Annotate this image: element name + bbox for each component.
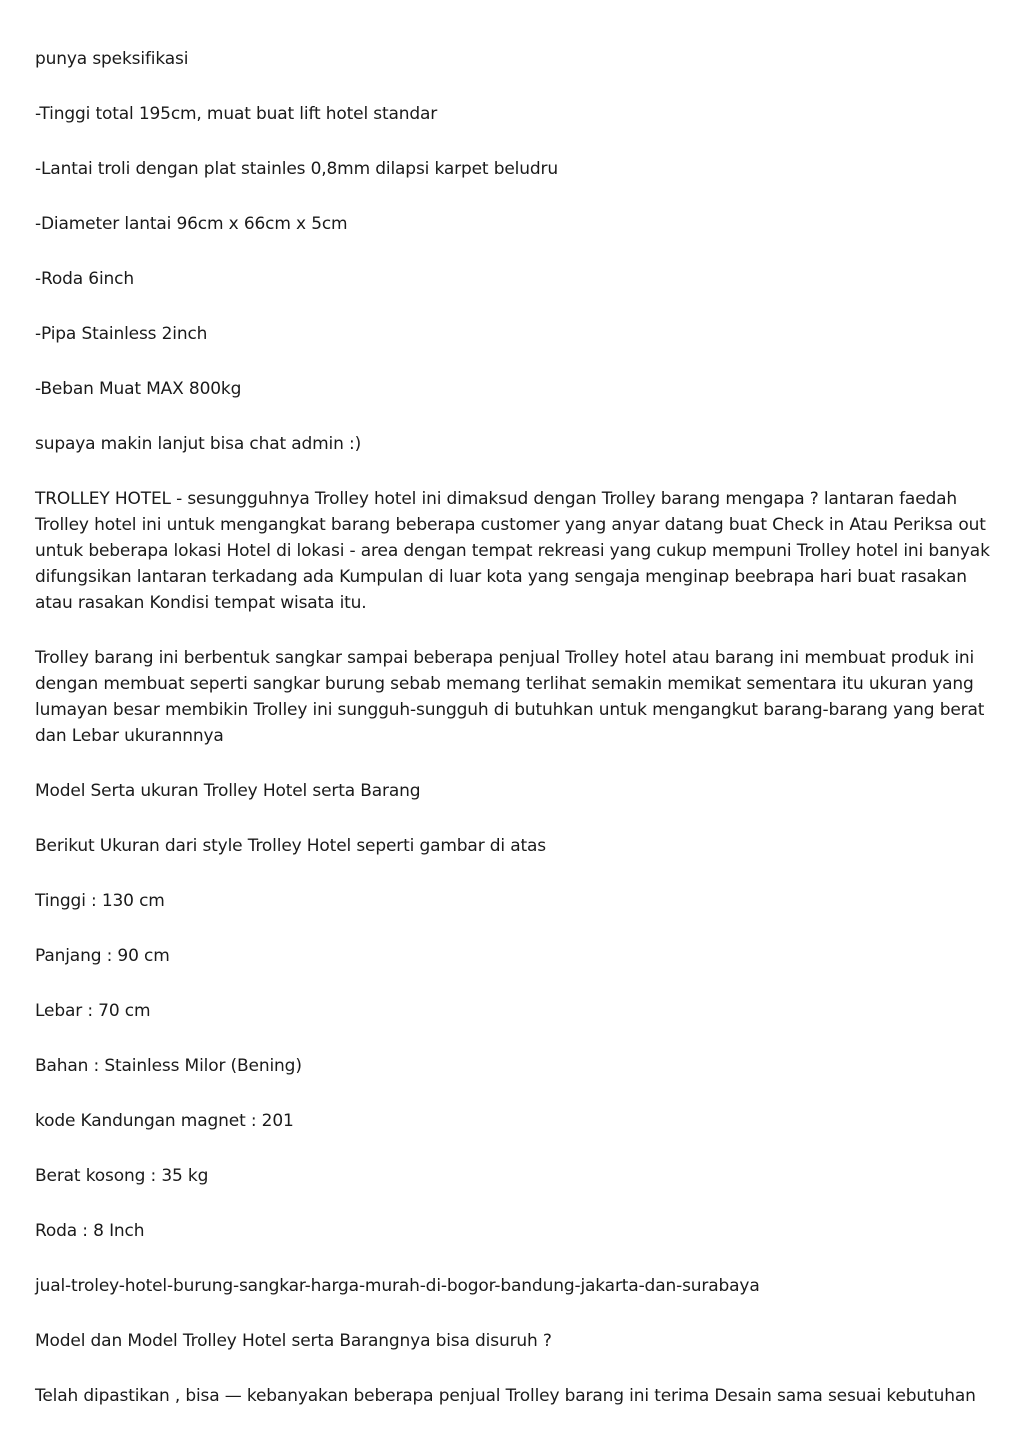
spec-floor-plate: -Lantai troli dengan plat stainles 0,8mm dilapsi karpet beludru <box>35 159 558 179</box>
size-wheel: Roda : 8 Inch <box>35 1221 145 1241</box>
size-height: Tinggi : 130 cm <box>35 891 165 911</box>
spec-wheel: -Roda 6inch <box>35 269 134 289</box>
size-empty-weight: Berat kosong : 35 kg <box>35 1166 209 1186</box>
size-intro: Berikut Ukuran dari style Trolley Hotel seperti gambar di atas <box>35 836 547 856</box>
trolley-barang-paragraph: Trolley barang ini berbentuk sangkar sampai beberapa penjual Trolley hotel atau barang ini membuat produk ini dengan membuat seperti sangkar burung sebab memang terlihat semakin memikat sementara itu ukuran yang lumayan besar membikin Trolley ini sungguh-sungguh di butuhkan untuk mengangkut barang-barang yang berat dan Lebar ukurannnya <box>35 648 985 746</box>
custom-order-answer: Telah dipastikan , bisa — kebanyakan beberapa penjual Trolley barang ini terima Desain sama sesuai kebutuhan <box>35 1386 976 1406</box>
spec-pipe: -Pipa Stainless 2inch <box>35 324 208 344</box>
size-width: Lebar : 70 cm <box>35 1001 151 1021</box>
size-length: Panjang : 90 cm <box>35 946 170 966</box>
document-body <box>35 46 990 1438</box>
trolley-hotel-paragraph: TROLLEY HOTEL - sesungguhnya Trolley hotel ini dimaksud dengan Trolley barang mengapa ? lantaran faedah Trolley hotel ini untuk mengangkat barang beberapa customer yang anyar datang buat Check in Atau Periksa out untuk beberapa lokasi Hotel di lokasi - area dengan tempat rekreasi yang cukup mempuni Trolley hotel ini banyak difungsikan lantaran terkadang ada Kumpulan di luar kota yang sengaja menginap beebrapa hari buat rasakan atau rasakan Kondisi tempat wisata itu. <box>35 489 990 613</box>
size-magnet-code: kode Kandungan magnet : 201 <box>35 1111 294 1131</box>
size-material: Bahan : Stainless Milor (Bening) <box>35 1056 302 1076</box>
spec-total-height: -Tinggi total 195cm, muat buat lift hotel standar <box>35 104 438 124</box>
spec-intro: punya speksifikasi <box>35 49 189 69</box>
spec-floor-diameter: -Diameter lantai 96cm x 66cm x 5cm <box>35 214 348 234</box>
spec-max-load: -Beban Muat MAX 800kg <box>35 379 242 399</box>
chat-admin-note: supaya makin lanjut bisa chat admin :) <box>35 434 362 454</box>
image-slug-text: jual-troley-hotel-burung-sangkar-harga-murah-di-bogor-bandung-jakarta-dan-surabaya <box>35 1276 760 1296</box>
custom-order-question: Model dan Model Trolley Hotel serta Barangnya bisa disuruh ? <box>35 1331 552 1351</box>
model-heading: Model Serta ukuran Trolley Hotel serta Barang <box>35 781 421 801</box>
